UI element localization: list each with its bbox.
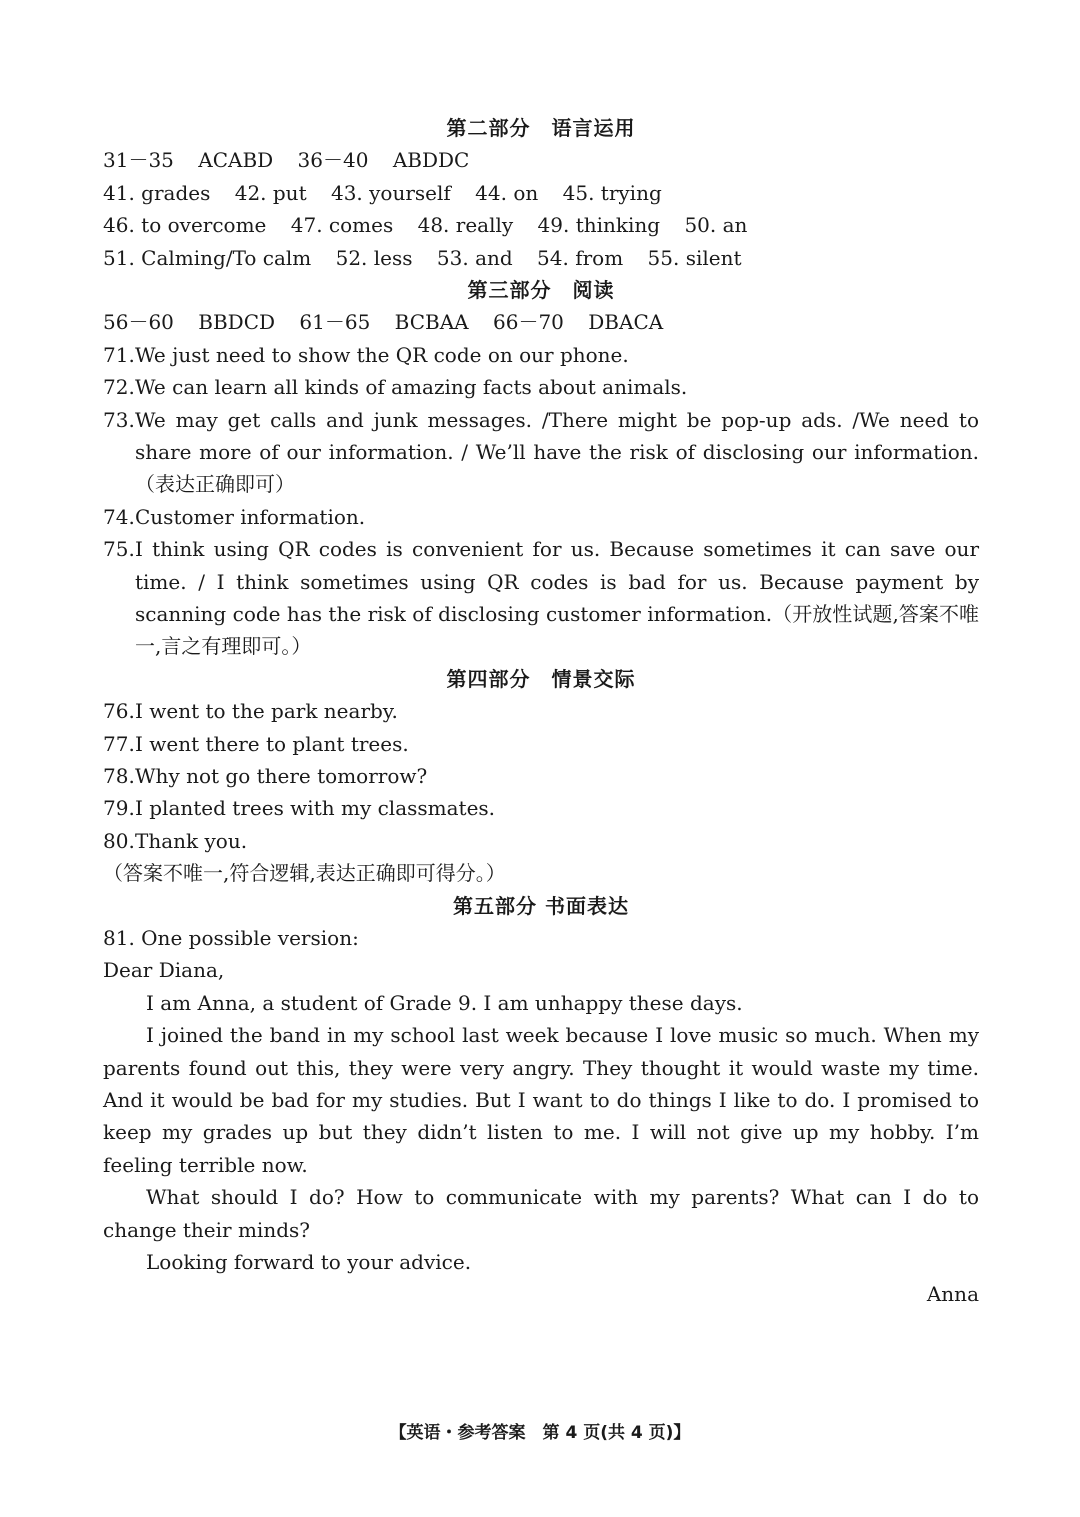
item-text: We can learn all kinds of amazing facts about animals. — [135, 375, 688, 400]
item-text: I went there to plant trees. — [135, 731, 409, 756]
answer-item: 42. put — [234, 180, 307, 205]
item-text: Thank you. — [135, 828, 248, 853]
letter-greeting: Dear Diana, — [103, 958, 225, 983]
item-number: 74. — [103, 504, 135, 529]
item-text: I think using QR codes is convenient for us. Because sometimes it can save our time. / I think sometimes using QR codes is bad for us. Because payment by scanning code has the risk of disclosing customer information.（开放性试题,答案不唯一,言之有理即可。） — [135, 537, 979, 659]
answer-75 — [103, 533, 979, 663]
answer-72 — [103, 371, 979, 403]
answer-79 — [103, 792, 979, 824]
letter-paragraph: I am Anna, a student of Grade 9. I am unhappy these days. — [146, 990, 743, 1015]
answers: ACABD — [198, 148, 274, 173]
item-number: 78. — [103, 764, 135, 788]
answer-item: 51. Calming/To calm — [103, 245, 312, 270]
item-number: 76. — [103, 699, 135, 724]
part5-title: 第五部分 书面表达 — [453, 893, 629, 918]
item-number: 71. — [103, 342, 135, 367]
answer-74 — [103, 501, 979, 533]
part3-title: 第三部分 阅读 — [467, 277, 615, 302]
range-label: 31－35 — [103, 148, 174, 173]
item-number: 72. — [103, 375, 135, 400]
answer-76 — [103, 695, 979, 727]
answer-item: 54. from — [537, 245, 624, 270]
answer-item: 43. yourself — [330, 180, 451, 205]
page-footer: 【英语・参考答案 第 4 页(共 4 页)】 — [389, 1423, 691, 1443]
letter-paragraph: I joined the band in my school last week because I love music so much. When my parents found out this, they were very angry. They thought it would waste my time. And it would be bad for my studies. But I want to do things I like to do. I promised to keep my grades up but they didn’t listen to me. I will not give up my hobby. I’m feeling terrible now. — [103, 1023, 979, 1177]
answers: BBDCD — [198, 310, 276, 335]
part2-row-46-50 — [103, 209, 979, 241]
item-text: We may get calls and junk messages. /There might be pop-up ads. /We need to share more of our information. / We’ll have the risk of disclosing our information.（表达正确即可） — [135, 407, 979, 497]
answer-item: 47. comes — [290, 213, 394, 238]
item-text: Customer information. — [135, 504, 366, 529]
answers: ABDDC — [392, 148, 470, 173]
range-label: 56－60 — [103, 310, 174, 335]
essay-intro: 81. One possible version: — [103, 926, 359, 950]
range-label: 61－65 — [299, 310, 371, 335]
letter-signature: Anna — [926, 1282, 979, 1307]
answer-78 — [103, 760, 979, 792]
part2-row-41-45 — [103, 177, 979, 209]
item-number: 79. — [103, 796, 135, 821]
answers: DBACA — [588, 310, 664, 335]
part3-mc-row — [103, 306, 979, 338]
answer-item: 48. really — [417, 213, 514, 238]
answer-key-page — [103, 112, 979, 1311]
range-label: 36－40 — [297, 148, 369, 173]
part2-title: 第二部分 语言运用 — [446, 116, 636, 140]
item-number: 75. — [103, 537, 135, 562]
item-text: I planted trees with my classmates. — [135, 796, 496, 821]
item-text: I went to the park nearby. — [135, 699, 398, 724]
answer-item: 41. grades — [103, 180, 211, 205]
answer-item: 53. and — [436, 245, 513, 270]
range-label: 66－70 — [493, 310, 564, 335]
answer-item: 44. on — [475, 180, 539, 205]
answer-item: 45. trying — [562, 180, 662, 205]
part4-title: 第四部分 情景交际 — [446, 666, 636, 691]
answer-73 — [103, 404, 979, 501]
letter-paragraph: Looking forward to your advice. — [146, 1250, 472, 1275]
item-number: 77. — [103, 731, 135, 756]
answer-77 — [103, 728, 979, 760]
item-text: We just need to show the QR code on our phone. — [135, 342, 629, 367]
item-number: 80. — [103, 828, 135, 853]
answer-item: 49. thinking — [537, 213, 661, 238]
letter-paragraph: What should I do? How to communicate with my parents? What can I do to change their minds? — [103, 1185, 979, 1242]
answers: BCBAA — [394, 310, 469, 335]
part2-row-51-55 — [103, 242, 979, 274]
answer-item: 52. less — [335, 245, 413, 270]
item-number: 73. — [103, 407, 135, 432]
item-text: Why not go there tomorrow? — [135, 764, 428, 788]
answer-item: 55. silent — [647, 245, 742, 270]
answer-71 — [103, 339, 979, 371]
part4-note: （答案不唯一,符合逻辑,表达正确即可得分。） — [103, 861, 506, 886]
answer-item: 50. an — [684, 213, 748, 238]
answer-item: 46. to overcome — [103, 213, 267, 238]
part2-mc-row — [103, 144, 979, 176]
answer-80 — [103, 825, 979, 857]
